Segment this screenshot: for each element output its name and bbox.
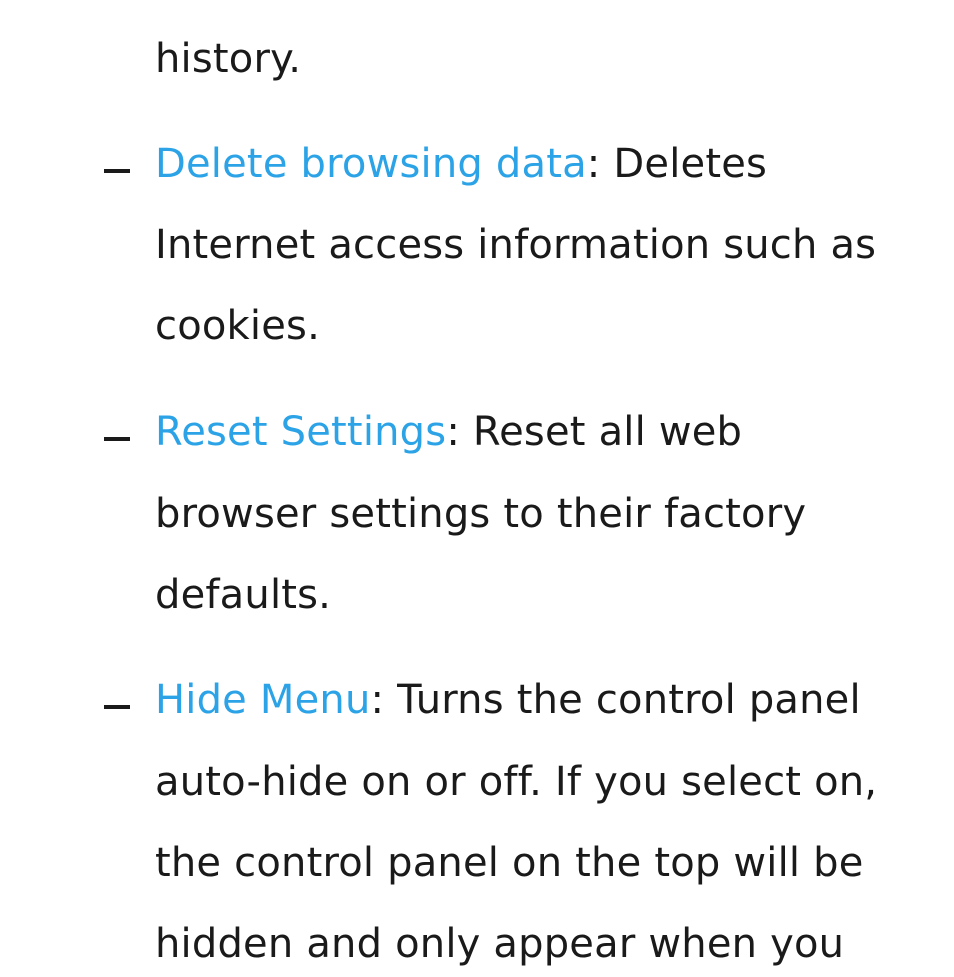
description-line: cookies.: [155, 303, 320, 349]
term-separator: :: [586, 141, 601, 187]
term-separator: :: [446, 409, 461, 455]
description-text: Deletes: [600, 141, 768, 187]
item-hide-menu: [155, 676, 861, 724]
term-reset-settings[interactable]: Reset Settings: [155, 409, 447, 455]
description-line: browser settings to their factory: [155, 491, 807, 537]
description-line: Internet access information such as: [155, 222, 877, 268]
description-line: auto-hide on or off. If you select on,: [155, 759, 878, 805]
item-delete-browsing-data: [155, 140, 767, 188]
item-reset-settings: [155, 408, 742, 456]
description-line: the control panel on the top will be: [155, 840, 864, 886]
term-separator: :: [370, 677, 385, 723]
bullet-dash: [104, 705, 130, 709]
description-text: Reset all web: [460, 409, 743, 455]
description-line: defaults.: [155, 572, 332, 618]
description-line: hidden and only appear when you: [155, 921, 845, 967]
bullet-dash: [104, 437, 130, 441]
term-delete-browsing-data[interactable]: Delete browsing data: [155, 141, 587, 187]
description-text: Turns the control panel: [384, 677, 861, 723]
term-hide-menu[interactable]: Hide Menu: [155, 677, 371, 723]
bullet-dash: [104, 169, 130, 173]
intro-line: history.: [155, 36, 302, 82]
